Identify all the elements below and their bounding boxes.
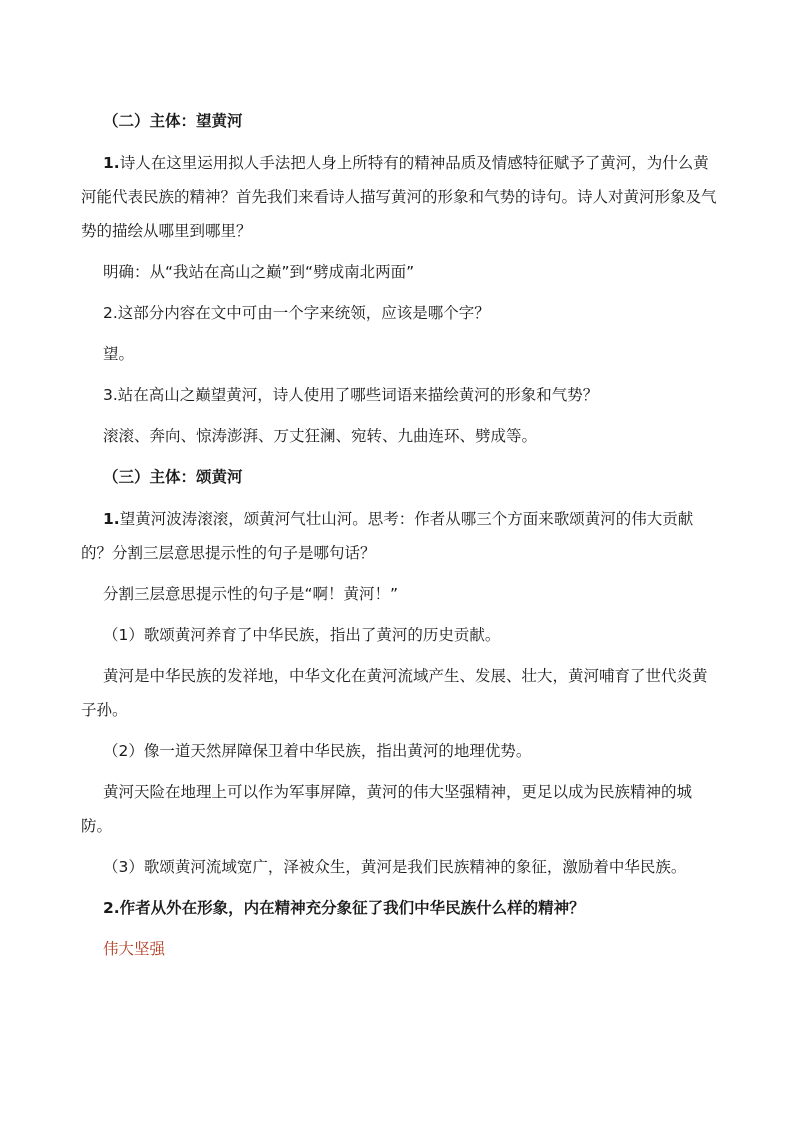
answer-paragraph: 滚滚、奔向、惊涛澎湃、万丈狂澜、宛转、九曲连环、劈成等。 (103, 427, 538, 445)
question-text: 望黄河波涛滚滚，颂黄河气壮山河。思考：作者从哪三个方面来歌颂黄河的伟大贡献的？分割三层意思提示性的句子是哪句话？ (81, 510, 694, 562)
point-paragraph: （1）歌颂黄河养育了中华民族，指出了黄河的历史贡献。 (103, 626, 501, 644)
answer-paragraph: 望。 (103, 345, 135, 363)
question-text: 诗人在这里运用拟人手法把人身上所特有的精神品质及情感特征赋予了黄河，为什么黄河能代表民族的精神？首先我们来看诗人描写黄河的形象和气势的诗句。诗人对黄河形象及气势的描绘从哪里到哪里？ (81, 154, 717, 240)
question-paragraph: 3.站在高山之巅望黄河，诗人使用了哪些词语来描绘黄河的形象和气势？ (103, 386, 599, 404)
section-heading-song-huanghe: （三）主体：颂黄河 (103, 468, 243, 486)
point-paragraph: （3）歌颂黄河流域宽广，泽被众生，黄河是我们民族精神的象征，激励着中华民族。 (103, 858, 687, 876)
answer-paragraph: 分割三层意思提示性的句子是“啊！黄河！” (103, 585, 399, 603)
answer-paragraph: 明确：从“我站在高山之巅”到“劈成南北两面” (103, 263, 415, 281)
question-number: 1. (103, 154, 120, 172)
question-paragraph: 2.这部分内容在文中可由一个字来统领，应该是哪个字？ (103, 304, 490, 322)
answer-paragraph-red: 伟大坚强 (103, 940, 166, 958)
section-heading-wang-huanghe: （二）主体：望黄河 (103, 112, 243, 130)
question-number: 1. (103, 510, 120, 528)
document-body (81, 104, 721, 973)
point-paragraph: （2）像一道天然屏障保卫着中华民族，指出黄河的地理优势。 (103, 742, 532, 760)
question-paragraph: 2.作者从外在形象，内在精神充分象征了我们中华民族什么样的精神？ (103, 899, 585, 917)
question-paragraph (81, 502, 721, 570)
detail-paragraph: 黄河天险在地理上可以作为军事屏障，黄河的伟大坚强精神，更足以成为民族精神的城防。 (81, 783, 693, 835)
detail-paragraph: 黄河是中华民族的发祥地，中华文化在黄河流域产生、发展、壮大，黄河哺育了世代炎黄子孙。 (81, 667, 708, 719)
question-paragraph (81, 146, 721, 248)
